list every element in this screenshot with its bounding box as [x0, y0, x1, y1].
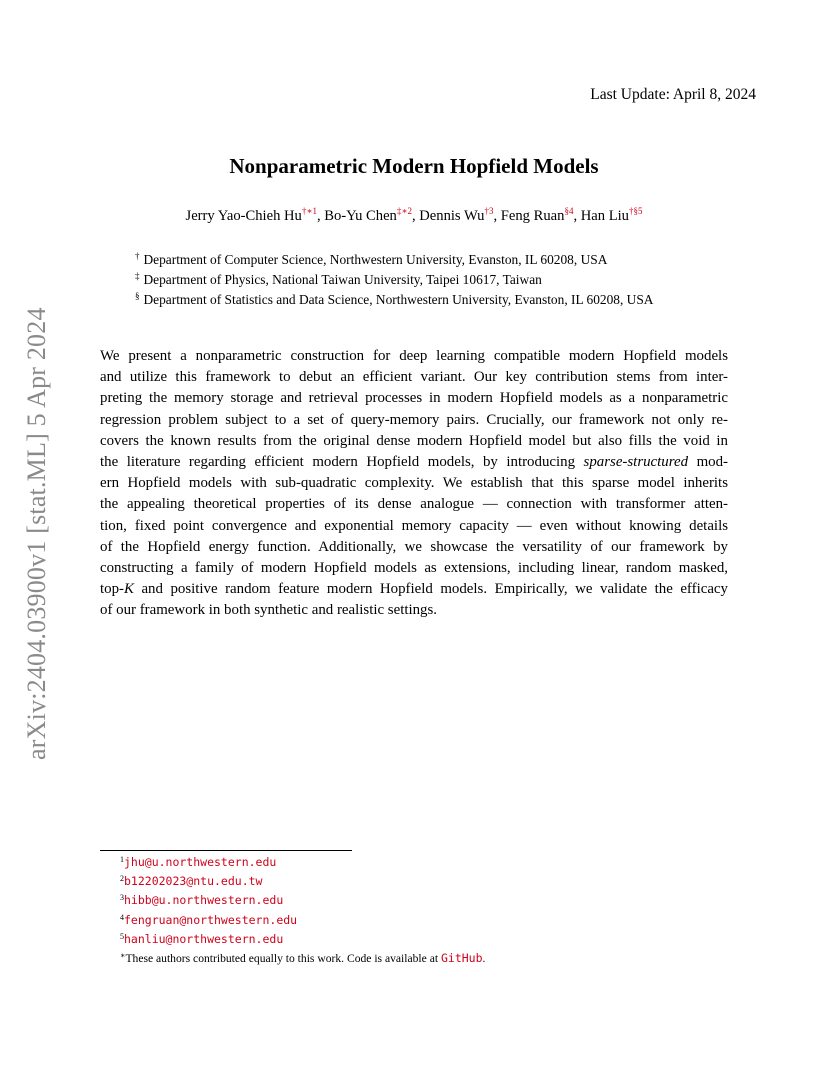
email-link[interactable]: hanliu@northwestern.edu: [124, 931, 284, 946]
abstract: [100, 346, 728, 622]
abstract-line: the literature regarding efficient modern Hopfield models, by introducing sparse-structured mod-: [100, 454, 728, 471]
abstract-line: regression problem subject to a set of query-memory pairs. Crucially, our framework not only re-: [100, 411, 728, 428]
math-symbol: K: [124, 581, 134, 598]
author: Feng Ruan$^{\S 4}$,: [500, 206, 581, 224]
arxiv-identifier-stamp: arXiv:2404.03900v1 [stat.ML] 5 Apr 2024: [22, 307, 51, 760]
author: Han Liu$^{\dagger\S 5}$: [580, 206, 643, 224]
affiliation: † Department of Computer Science, Northwestern University, Evanston, IL 60208, USA: [135, 251, 608, 267]
affiliation: ‡ Department of Physics, National Taiwan University, Taipei 10617, Taiwan: [135, 271, 542, 287]
abstract-line: preting the memory storage and retrieval processes in modern Hopfield models as a nonparametric: [100, 390, 728, 407]
abstract-line: the appealing theoretical properties of its dense analogue — connection with transformer atten-: [100, 496, 728, 513]
paper-title: Nonparametric Modern Hopfield Models: [229, 154, 599, 178]
footnote-email: $^3$hibb@u.northwestern.edu: [120, 893, 284, 908]
author: Jerry Yao-Chieh $Hu^{\dagger∗1}$,: [185, 206, 325, 224]
equal-contribution-note: ∗These authors contributed equally to this work. Code is available at GitHub.: [120, 951, 486, 966]
abstract-line: top-K and positive random feature modern Hopfield models. Empirically, we validate the efficacy: [100, 581, 728, 598]
footnotes: [120, 852, 485, 967]
email-link[interactable]: jhu@u.northwestern.edu: [124, 855, 277, 869]
footnote-email: $^2$b12202023@ntu.edu.tw: [120, 874, 263, 889]
abstract-line: and utilize this framework to debut an efficient variant. Our key contribution stems from inter-: [100, 369, 728, 386]
affiliation: § Department of Statistics and Data Science, Northwestern University, Evanston, IL 60208, USA: [135, 291, 654, 307]
email-link[interactable]: hibb@u.northwestern.edu: [124, 893, 284, 908]
abstract-line: of our framework in both synthetic and realistic settings.: [100, 602, 438, 619]
footnote-email: $^4$fengruan@northwestern.edu: [120, 912, 298, 927]
emphasis: sparse-structured: [583, 454, 689, 471]
footnote-email: $^5$hanliu@northwestern.edu: [120, 931, 284, 946]
author: Dennis Wu$^{\dagger 3}$,: [419, 206, 501, 224]
abstract-line: covers the known results from the original dense modern Hopfield model but also fills the void in: [100, 432, 728, 449]
last-update-date: Last Update: April 8, 2024: [590, 86, 756, 103]
footnote-rule: [100, 850, 352, 851]
abstract-line: ern Hopfield models with sub-quadratic complexity. We establish that this sparse model inherits: [100, 475, 728, 492]
abstract-line: We present a nonparametric construction for deep learning compatible modern Hopfield models: [100, 348, 728, 364]
author: Bo-Yu Chen$^{\ddagger∗2}$,: [324, 206, 420, 224]
github-link[interactable]: GitHub: [440, 951, 483, 966]
email-link[interactable]: b12202023@ntu.edu.tw: [124, 874, 263, 889]
email-link[interactable]: fengruan@northwestern.edu: [124, 912, 298, 927]
author-list: [0, 206, 828, 225]
footnote-email: $^1$jhu@u.northwestern.edu: [120, 855, 277, 869]
abstract-line: tion, fixed point convergence and exponential memory capacity — even without knowing details: [100, 517, 728, 534]
abstract-line: of the Hopfield energy function. Additionally, we showcase the versatility of our framework by: [100, 538, 728, 555]
abstract-line: constructing a family of modern Hopfield models as extensions, including linear, random masked,: [100, 560, 728, 577]
